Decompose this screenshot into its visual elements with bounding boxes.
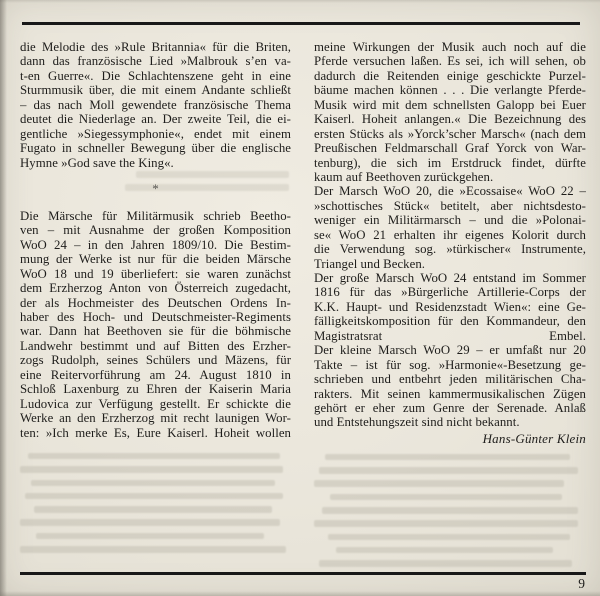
bleed-through-line (322, 507, 578, 514)
text-line: schrieben und entbehrt jeden militärischen Cha- (314, 372, 586, 387)
bleed-through-line (20, 546, 286, 553)
text-line: meine Wirkungen der Musik auch noch auf die (314, 40, 586, 54)
paragraph-turkish-instruments (314, 184, 586, 271)
text-line: Musik wird mit dem schnellsten Galopp bei Euer (314, 97, 586, 112)
paragraph-battle-symphony (20, 40, 291, 170)
text-line: Ludovica zur Verfügung gestellt. Er schickte die (20, 396, 291, 411)
scan-edge-bottom (0, 591, 600, 596)
bleed-through-line (28, 453, 280, 460)
section-divider-asterisk: * (152, 180, 159, 196)
bleed-through-line (319, 467, 577, 474)
bleed-through-line (325, 454, 570, 461)
text-line: gentliche »Siegessymphonie«, endet mit einem (20, 126, 291, 141)
bleed-through-line (36, 533, 264, 540)
text-line: Der Marsch WoO 20, die »Ecossaise« WoO 22 – (314, 184, 586, 199)
text-line: Der kleine Marsch WoO 29 – er umfaßt nur 20 (314, 343, 586, 358)
bleed-through-text (20, 453, 291, 553)
text-line: Schloß Laxenburg zu Ehren der Kaiserin Maria (20, 382, 291, 397)
bleed-through-line (319, 560, 572, 567)
paragraph-military-marches (20, 209, 291, 440)
text-line: WoO 18 und 19 überliefert: sie waren zunächst (20, 266, 291, 281)
text-line: Takte – ist für sog. »Harmonie«-Besetzung ge- (314, 357, 586, 372)
scan-edge-top (0, 0, 600, 3)
text-line: ersten Stücks als »Yorck’scher Marsch« (nach dem (314, 126, 586, 141)
text-line: 1816 für das »Bürgerliche Artillerie-Corps der (314, 285, 586, 300)
bleed-through-line (20, 466, 283, 473)
bleed-through-text (314, 454, 586, 567)
text-line: und Entstehungszeit sind nicht bekannt. (314, 415, 520, 430)
top-rule (22, 22, 580, 25)
text-line: Landwehr bestimmt und auf Bitten des Erzher- (20, 338, 291, 353)
text-line: die Melodie des »Rule Britannia« für die Briten, (20, 40, 291, 54)
text-line: der als Hochmeister des Deutschen Ordens In- (20, 295, 291, 310)
bleed-through-line (330, 494, 561, 501)
text-line: Kaiserl. Hoheit anlangen.« Die Bezeichnung des (314, 112, 586, 127)
text-line: kaum auf Beethoven zurückgehen. (314, 169, 494, 184)
right-column (314, 40, 586, 573)
left-column (20, 40, 291, 559)
text-line: Preußischen Feldmarschall Graf Yorck von War- (314, 141, 586, 156)
bleed-through-line (136, 171, 289, 178)
text-line: rakters. Mit seinen kammermusikalischen Zügen (314, 386, 586, 401)
text-line: WoO 24 – in den Jahren 1809/10. Die Bestim- (20, 237, 291, 252)
text-line: die Verwendung sog. »türkischer« Instrumente, (314, 242, 586, 257)
bleed-through-line (328, 534, 570, 541)
text-line: Der große Marsch WoO 24 entstand im Sommer (314, 271, 586, 285)
text-line: bäume machen können . . . Die verlangte Pferde- (314, 83, 586, 98)
bleed-through-line (34, 506, 272, 513)
bleed-through-line (125, 184, 289, 191)
text-line: dadurch die Reitenden einige geschickte Purzel- (314, 68, 586, 83)
text-line: t-en Guerre«. Die Schlachtenszene geht in eine (20, 68, 291, 83)
text-line: fälligkeitskomposition für den Kommandeur, den (314, 314, 586, 329)
bleed-through-line (25, 493, 282, 500)
text-line: Die Märsche für Militärmusik schrieb Beetho- (20, 208, 291, 223)
text-line: Magistratsrat Embel. (314, 328, 586, 343)
text-line: ten: »Ich merke Es, Eure Kaiserl. Hoheit wollen (20, 425, 291, 440)
text-line: weniger ein Militärmarsch – und die »Polonai- (314, 213, 586, 228)
text-line: Pferde versuchen laßen. Es sei, ich will sehen, ob (314, 54, 586, 69)
text-line: tenburg), die sich im Erstdruck findet, dürfte (314, 155, 586, 170)
text-line: K.K. Haupt- und Residenzstadt Wien«: eine Ge- (314, 299, 586, 314)
bleed-through-line (31, 480, 275, 487)
bleed-through-line (314, 520, 578, 527)
paragraph-woo24-woo29 (314, 271, 586, 430)
text-line: gehört er eher zum Genre der Serenade. Anlaß (314, 400, 586, 415)
text-line: Sturmmusik über, die mit einem Andante schließt (20, 83, 291, 98)
bleed-through-line (336, 547, 554, 554)
scan-edge-left (0, 0, 7, 596)
bottom-rule (20, 572, 586, 575)
text-line: Triangel und Becken. (314, 256, 426, 271)
text-line: »schottisches Stück« betitelt, aber nichtsdesto- (314, 198, 586, 213)
bleed-through-line (20, 519, 280, 526)
text-line: mung der Werke ist nur für die beiden Märsche (20, 252, 291, 267)
text-line: – das nach Moll gewendete französische Thema (20, 97, 291, 112)
paragraph-horse-music (314, 40, 586, 184)
bleed-through-line (314, 480, 564, 487)
page-number: 9 (578, 576, 585, 591)
text-line: se« WoO 21 erhalten ihr eigenes Kolorit durch (314, 227, 586, 242)
text-line: dem Erzherzog Anton von Österreich zugedacht, (20, 281, 291, 296)
text-line: Werke an den Erzherzog mit recht launigen Wor- (20, 411, 291, 426)
text-line: deutet die Niederlage an. Der zweite Teil, die ei- (20, 112, 291, 127)
author-signature: Hans-Günter Klein (482, 430, 586, 446)
text-line: Hymne »God save the King«. (20, 155, 174, 170)
text-line: ven – mit Ausnahme der großen Komposition (20, 223, 291, 238)
text-line: zogs Rudolph, seines Schülers und Mäzens, für (20, 353, 291, 368)
text-line: Fugato in schneller Bewegung über die englische (20, 141, 291, 156)
text-line: eine Reitervorführung am 24. August 1810 in (20, 367, 291, 382)
bleed-through-text (115, 171, 289, 198)
text-line: war. Dann hat Beethoven sie für die böhmische (20, 324, 291, 339)
text-line: dann das französische Lied »Malbrouk s’en va- (20, 54, 291, 69)
text-line: haber des Hoch- und Deutschmeister-Regiments (20, 310, 291, 324)
